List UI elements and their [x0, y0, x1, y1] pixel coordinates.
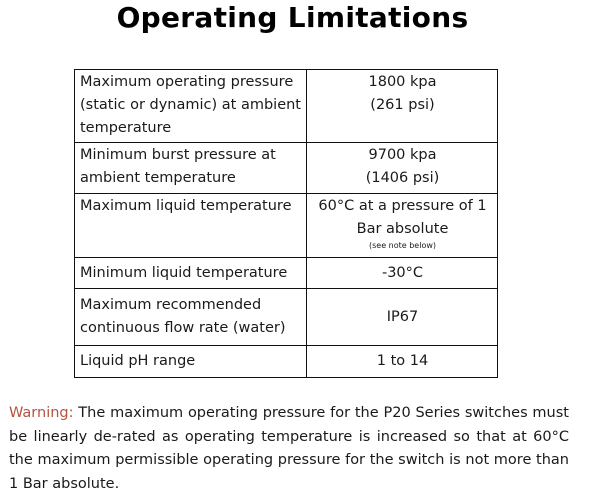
table-row [75, 143, 498, 194]
param-min-burst-pressure: Minimum burst pressure at ambient temperature [75, 143, 307, 194]
value-max-operating-pressure [307, 70, 498, 143]
value-line: 1800 kpa [368, 74, 437, 90]
value-line: IP67 [386, 308, 419, 325]
table-row [75, 289, 498, 346]
warning-label: Warning: [9, 405, 74, 421]
value-line: 1 to 14 [376, 353, 429, 369]
value-line: 9700 kpa [368, 147, 437, 163]
param-max-liquid-temperature: Maximum liquid temperature [75, 194, 307, 258]
table-row [75, 70, 498, 143]
value-line: Bar absolute [356, 221, 449, 237]
warning-text: The maximum operating pressure for the P20 Series switches must be linearly de-rated as operating temperature is increased so that at 60°C the maximum permissible operating pressure for the switch is not more than 1 Bar absolute. [9, 405, 569, 492]
value-max-liquid-temperature [307, 194, 498, 258]
value-line: 60°C at a pressure of 1 [318, 198, 487, 214]
param-max-flow-rate: Maximum recommended continuous flow rate (water) [75, 289, 307, 346]
value-max-flow-rate [307, 289, 498, 346]
value-line: (261 psi) [370, 97, 435, 113]
table-row [75, 346, 498, 378]
value-line: -30°C [381, 264, 424, 281]
warning-paragraph [9, 402, 569, 496]
see-note: (see note below) [368, 241, 437, 250]
param-min-liquid-temperature: Minimum liquid temperature [75, 258, 307, 289]
table-row [75, 258, 498, 289]
operating-limitations-table [74, 69, 498, 378]
page-title: Operating Limitations [116, 1, 469, 34]
param-liquid-ph-range: Liquid pH range [75, 346, 307, 378]
value-liquid-ph-range [307, 346, 498, 378]
value-line: (1406 psi) [365, 170, 440, 186]
table-row [75, 194, 498, 258]
param-max-operating-pressure: Maximum operating pressure (static or dynamic) at ambient temperature [75, 70, 307, 143]
value-min-liquid-temperature [307, 258, 498, 289]
value-min-burst-pressure [307, 143, 498, 194]
